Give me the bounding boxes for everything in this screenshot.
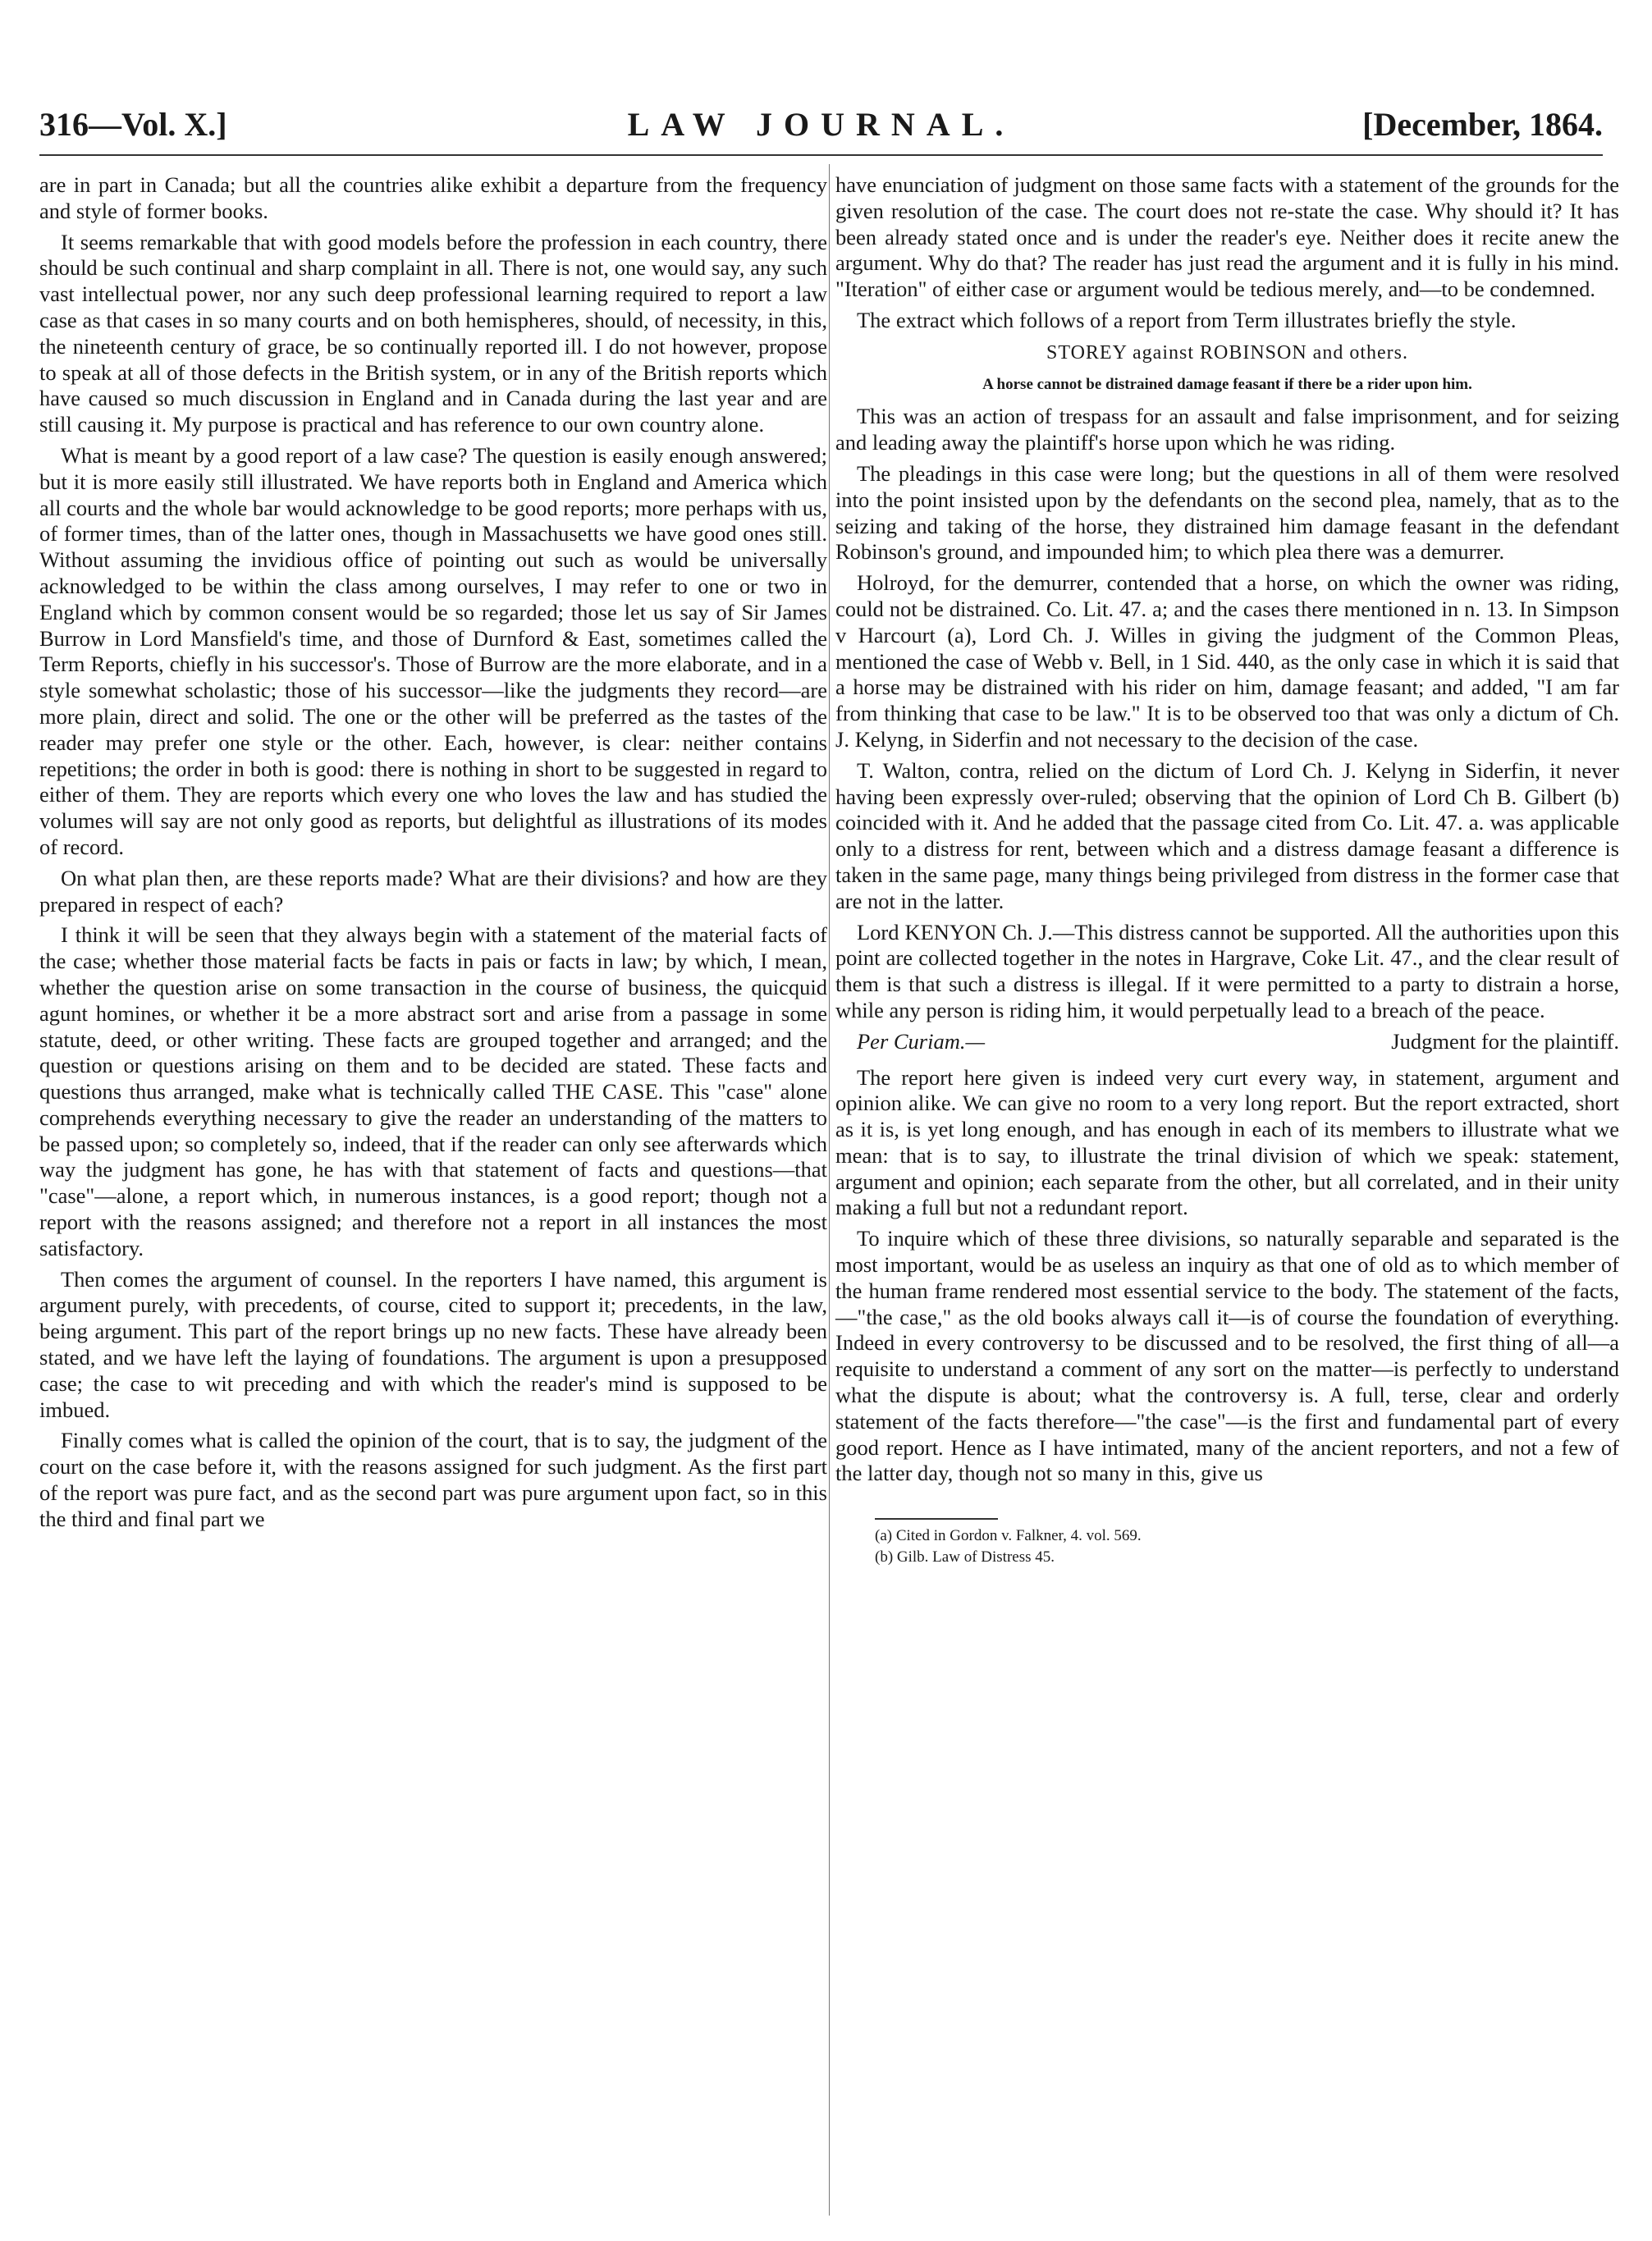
footnote-rule [875,1518,998,1520]
paragraph: To inquire which of these three divisions, so naturally separable and separated is the most important, would be as useless an inquiry as that one of old as to which member of the human frame rendered most essential service to the body. The statement of the facts,—"the case," as the old books always call it—is of course the foundation of everything. Indeed in every controversy to be discussed and to be resolved, the first thing of all—a requisite to understand a comment of any sort on the matter—is perfectly to understand what the dispute is about; what the controversy is. A full, terse, clear and orderly statement of the facts therefore—"the case"—is the first and fundamental part of every good report. Hence as I have intimated, many of the ancient reporters, and not a few of the latter day, though not so many in this, give us [835,1226,1619,1486]
journal-title: LAW JOURNAL. [627,106,1015,143]
per-curiam: Per Curiam.— [857,1028,986,1054]
judgment: Judgment for the plaintiff. [1391,1028,1619,1054]
left-column [39,172,827,1538]
paragraph: Finally comes what is called the opinion of the court, that is to say, the judgment of the court on the case before it, with the reasons assigned for such judgment. As the first part of the report was pure fact, and as the second part was pure argument upon fact, so in this the third and final part we [39,1428,827,1531]
case-headnote: A horse cannot be distrained damage feasant if there be a rider upon him. [982,375,1472,393]
case-paragraph: Holroyd, for the demurrer, contended that a horse, on which the owner was riding, could not be distrained. Co. Lit. 47. a; and the cases there mentioned in n. 13. In Simpson v Harcourt (a), Lord Ch. J. Willes in giving the judgment of the Common Pleas, mentioned the case of Webb v. Bell, in 1 Sid. 440, as the only case in which it is said that a horse may be distrained with his rider on him, damage feasant; and added, "I am far from thinking that case to be law." It is to be observed too that was only a dictum of Ch. J. Kelyng, in Siderfin and not necessary to the decision of the case. [835,570,1619,752]
header-rule [39,154,1603,156]
paragraph: Then comes the argument of counsel. In the reporters I have named, this argument is argument purely, with precedents, of course, cited to support it; precedents, in the law, being argument. This part of the report brings up no new facts. These have already been stated, and we have left the laying of foundations. The argument is upon a presupposed case; the case to wit preceding and with which the reader's mind is supposed to be imbued. [39,1266,827,1422]
case-title: STOREY against ROBINSON and others. [1046,341,1408,364]
case-paragraph: T. Walton, contra, relied on the dictum of Lord Ch. J. Kelyng in Siderfin, it never having been expressly over-ruled; observing that the opinion of Lord Ch B. Gilbert (b) coincided with it. And he added that the passage cited from Co. Lit. 47. a. was applicable only to a distress for rent, between which and a distress damage feasant a difference is taken in the same page, many things being privileged from distress in the former case that are not in the latter. [835,757,1619,913]
paragraph: On what plan then, are these reports made? What are their divisions? and how are they prepared in respect of each? [39,865,827,917]
page-header [39,105,1603,154]
right-column [835,172,1619,1569]
footnote: (b) Gilb. Law of Distress 45. [875,1548,1055,1566]
paragraph: The extract which follows of a report from Term illustrates briefly the style. [857,307,1517,332]
case-paragraph: Lord KENYON Ch. J.—This distress cannot be supported. All the authorities upon this point are collected together in the notes in Hargrave, Coke Lit. 47., and the clear result of them is that such a distress is illegal. If it were permitted to a party to distrain a horse, while any person is riding him, it would perpetually lead to a breach of the peace. [835,919,1619,1022]
per-curiam-line [835,1029,1619,1055]
issue-date: [December, 1864. [1362,106,1603,143]
paragraph: I think it will be seen that they always begin with a statement of the material facts of the case; whether those material facts be facts in pais or facts in law; by which, I mean, whether the question arise on some transaction in the course of business, the quicquid agunt homines, or whether it be a more abstract sort and arise from a passage in some statute, deed, or other writing. These facts are grouped together and arranged; and the question or questions arising on them and to be decided are stated. These facts and questions thus arranged, make what is technically called THE CASE. This "case" alone comprehends everything necessary to give the reader an understanding of the matters to be passed upon; so completely so, indeed, that if the reader can only see afterwards which way the judgment has gone, he has with that statement of facts and questions—that "case"—alone, a report which, in numerous instances, is a good report; though not a report with the reasons assigned; and therefore not a report in all instances the most satisfactory. [39,922,827,1260]
case-paragraph: The pleadings in this case were long; but the questions in all of them were resolved into the point insisted upon by the defendants on the second plea, namely, that as to the seizing and taking of the horse, they distrained him damage feasant in the defendant Robinson's ground, and impounded him; to which plea there was a demurrer. [835,460,1619,565]
paragraph: It seems remarkable that with good models before the profession in each country, there should be such continual and sharp complaint in all. There is not, one would say, any such vast intellectual power, nor any such deep professional learning required to report a law case as that cases in so many courts and on both hemispheres, should, of necessity, in this, the nineteenth century of grace, be so continually reported ill. I do not however, propose to speak at all of those defects in the British system, or in any of the British reports which have caused so much discussion in England and in Canada during the last year and are still causing it. My purpose is practical and has reference to our own country alone. [39,229,827,437]
footnote: (a) Cited in Gordon v. Falkner, 4. vol. 569. [875,1527,1142,1545]
page-number-volume: 316—Vol. X.] [39,106,227,143]
paragraph: are in part in Canada; but all the countries alike exhibit a departure from the frequency and style of former books. [39,172,827,223]
case-paragraph: This was an action of trespass for an assault and false imprisonment, and for seizing and leading away the plaintiff's horse upon which he was riding. [835,404,1619,455]
paragraph: have enunciation of judgment on those same facts with a statement of the grounds for the given resolution of the case. The court does not re-state the case. Why should it? It has been already stated once and is under the reader's eye. Neither does it recite anew the argument. Why do that? The reader has just read the argument and it is fully in his mind. "Iteration" of either case or argument would be tedious merely, and—to be condemned. [835,172,1619,302]
paragraph: The report here given is indeed very curt every way, in statement, argument and opinion alike. We can give no room to a very long report. But the report extracted, short as it is, is yet long enough, and has enough in each of its members to illustrate what we mean: that is to say, to illustrate the trinal division of which we speak: statement, argument and opinion; each separate from the other, but all correlated, and in their unity making a full but not a redundant report. [835,1064,1619,1220]
paragraph: What is meant by a good report of a law case? The question is easily enough answered; but it is more easily still illustrated. We have reports both in England and America which all courts and the whole bar would acknowledge to be good reports; more perhaps with us, of former times, than of the latter ones, though in Massachusetts we have good ones still. Without assuming the invidious office of pointing out such as would be universally acknowledged to be within the class among ourselves, I may refer to one or two in England which by common consent would be so regarded; those let us say of Sir James Burrow in Lord Mansfield's time, and those of Durnford & East, sometimes called the Term Reports, chiefly in his successor's. Those of Burrow are the more elaborate, and in a style somewhat scholastic; those of his successor—like the judgments they record—are more plain, direct and solid. The one or the other will be preferred as the tastes of the reader may prefer one style or the other. Each, however, is clear: neither contains repetitions; the order in both is good: there is nothing in short to be suggested in regard to either of them. They are reports which every one who loves the law and has studied the volumes will say are not only good as reports, but delightful as illustrations of its modes of record. [39,442,827,859]
column-divider [829,164,830,2216]
